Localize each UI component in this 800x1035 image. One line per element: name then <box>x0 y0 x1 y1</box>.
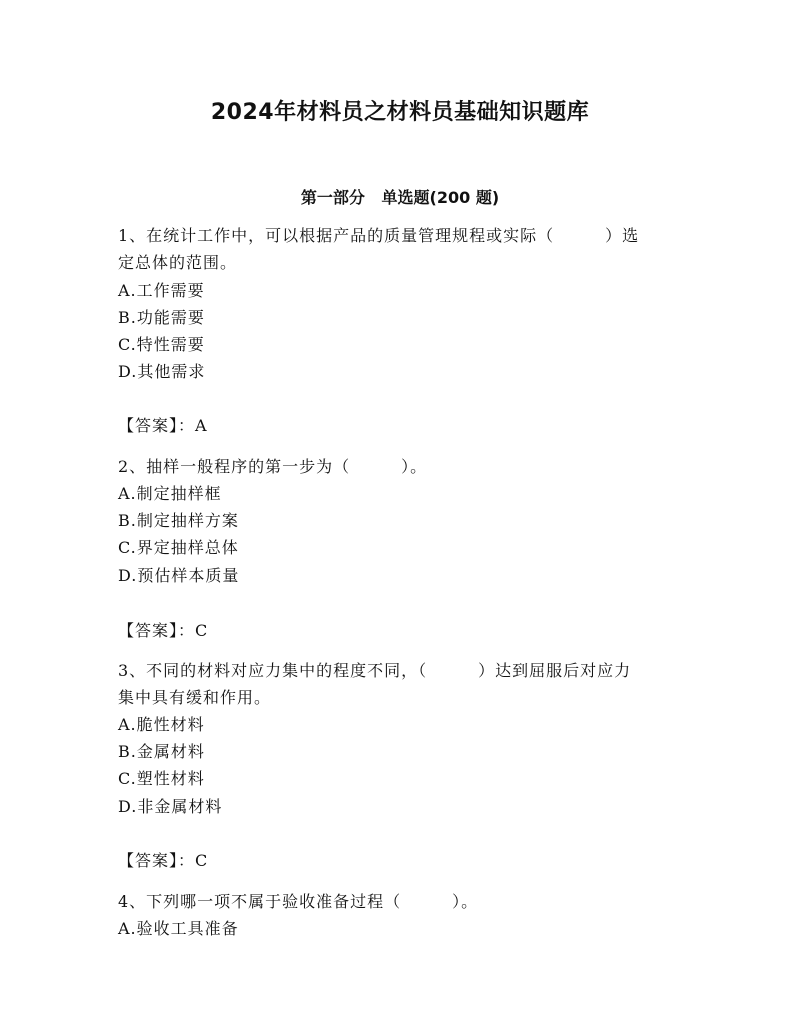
document-title: 2024年材料员之材料员基础知识题库 <box>210 100 590 125</box>
question-2-option-b: B.制定抽样方案 <box>118 511 239 530</box>
question-3-stem-line-1: 3、不同的材料对应力集中的程度不同，（ ）达到屈服后对应力 <box>118 661 632 680</box>
question-4-option-a: A.验收工具准备 <box>118 919 239 938</box>
section-title: 第一部分 单选题(200 题) <box>300 188 500 207</box>
question-3-option-c: C.塑性材料 <box>118 769 205 788</box>
question-4-stem-line-1: 4、下列哪一项不属于验收准备过程（ ）。 <box>118 892 479 911</box>
question-1-option-d: D.其他需求 <box>118 362 206 381</box>
question-3-option-d: D.非金属材料 <box>118 797 223 816</box>
question-2-option-c: C.界定抽样总体 <box>118 538 239 557</box>
question-3-answer: 【答案】：C <box>118 851 209 870</box>
question-1-stem-line-2: 定总体的范围。 <box>118 253 238 272</box>
question-1-answer: 【答案】：A <box>118 416 208 435</box>
question-1-option-b: B.功能需要 <box>118 308 205 327</box>
question-2-stem-line-1: 2、抽样一般程序的第一步为（ ）。 <box>118 457 428 476</box>
question-3-option-a: A.脆性材料 <box>118 715 205 734</box>
question-3-option-b: B.金属材料 <box>118 742 205 761</box>
question-2-answer: 【答案】：C <box>118 621 209 640</box>
question-2-option-a: A.制定抽样框 <box>118 484 222 503</box>
question-1-option-a: A.工作需要 <box>118 281 205 300</box>
question-1-stem-line-1: 1、在统计工作中，可以根据产品的质量管理规程或实际（ ）选 <box>118 226 640 245</box>
question-1-option-c: C.特性需要 <box>118 335 205 354</box>
question-2-option-d: D.预估样本质量 <box>118 566 240 585</box>
question-3-stem-line-2: 集中具有缓和作用。 <box>118 688 272 707</box>
